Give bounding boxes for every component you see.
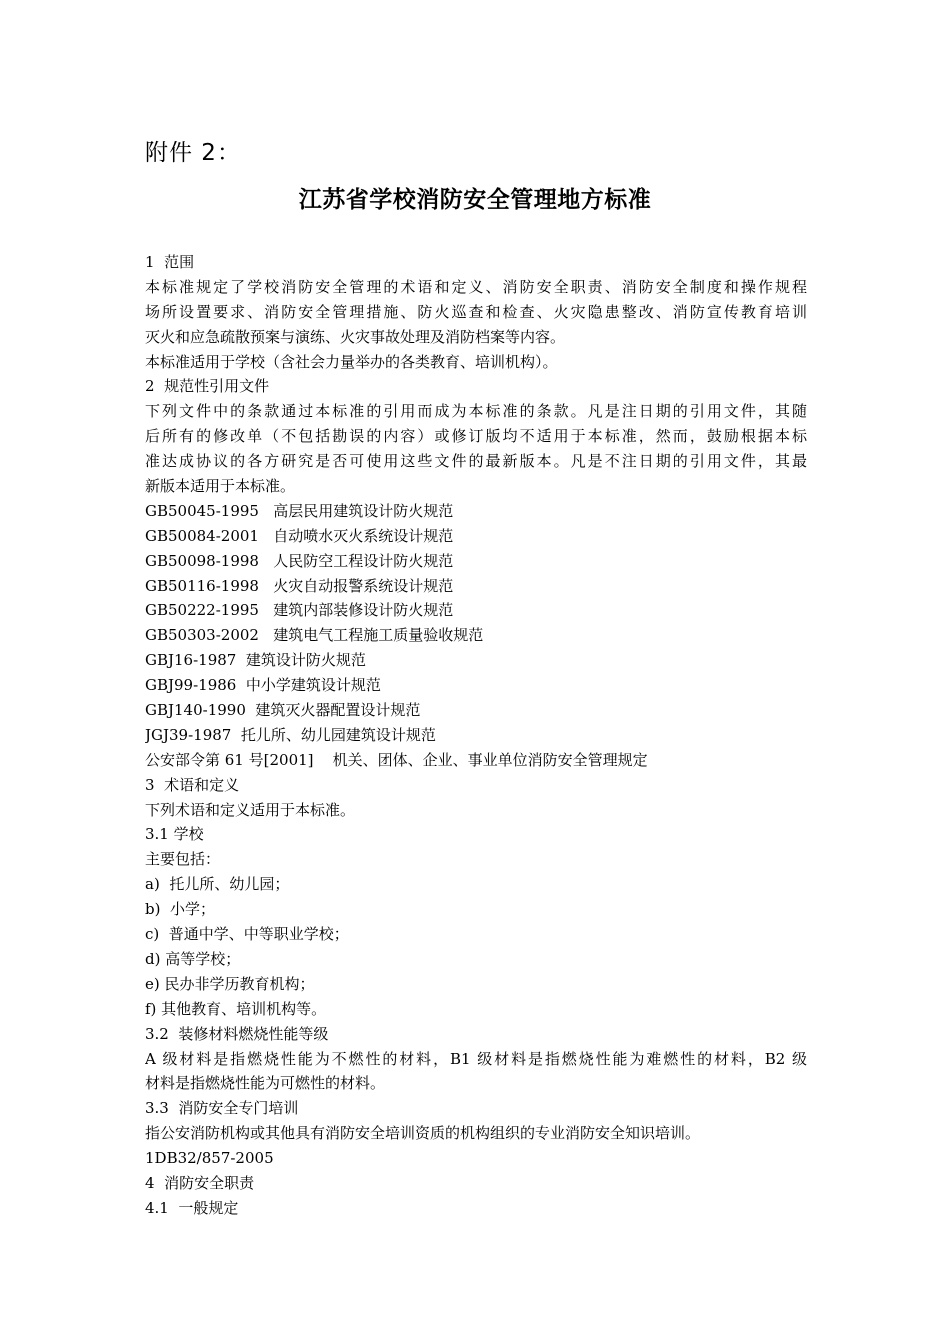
body-line: 3.3 消防安全专门培训 bbox=[145, 1099, 299, 1118]
body-line: 公安部令第 61 号[2001] 机关、团体、企业、事业单位消防安全管理规定 bbox=[145, 750, 648, 769]
body-line: GB50222-1995 建筑内部装修设计防火规范 bbox=[145, 601, 454, 620]
body-line: GB50303-2002 建筑电气工程施工质量验收规范 bbox=[145, 626, 484, 645]
body-line: 场所设置要求、消防安全管理措施、防火巡查和检查、火灾隐患整改、消防宣传教育培训 bbox=[145, 302, 807, 321]
body-line: 2 规范性引用文件 bbox=[145, 377, 270, 396]
body-line: 材料是指燃烧性能为可燃性的材料。 bbox=[145, 1074, 386, 1093]
body-line: GB50045-1995 高层民用建筑设计防火规范 bbox=[145, 501, 454, 520]
body-line: 下列文件中的条款通过本标准的引用而成为本标准的条款。凡是注日期的引用文件，其随 bbox=[145, 402, 807, 421]
body-line: 本标准规定了学校消防安全管理的术语和定义、消防安全职责、消防安全制度和操作规程 bbox=[145, 277, 807, 296]
body-line: JGJ39-1987 托儿所、幼儿园建筑设计规范 bbox=[145, 725, 436, 744]
body-line: GB50098-1998 人民防空工程设计防火规范 bbox=[145, 551, 454, 570]
body-line: b) 小学； bbox=[145, 900, 215, 919]
body-line: d) 高等学校； bbox=[145, 949, 241, 968]
document-title: 江苏省学校消防安全管理地方标准 bbox=[298, 187, 652, 213]
body-line: 3.2 装修材料燃烧性能等级 bbox=[145, 1024, 329, 1043]
body-line: GBJ16-1987 建筑设计防火规范 bbox=[145, 651, 366, 670]
body-line: e) 民办非学历教育机构； bbox=[145, 974, 315, 993]
body-line: 4.1 一般规定 bbox=[145, 1198, 239, 1217]
body-line: GBJ99-1986 中小学建筑设计规范 bbox=[145, 676, 381, 695]
body-line: 4 消防安全职责 bbox=[145, 1173, 255, 1192]
body-line: 主要包括： bbox=[145, 850, 221, 869]
body-line: 1 范围 bbox=[145, 253, 195, 271]
body-line: f) 其他教育、培训机构等。 bbox=[145, 999, 327, 1018]
body-line: 3.1 学校 bbox=[145, 825, 204, 844]
body-line: 指公安消防机构或其他具有消防安全培训资质的机构组织的专业消防安全知识培训。 bbox=[145, 1124, 701, 1143]
body-line: a) 托儿所、幼儿园； bbox=[145, 875, 290, 894]
document-body bbox=[145, 250, 807, 1221]
body-line: 灭火和应急疏散预案与演练、火灾事故处理及消防档案等内容。 bbox=[145, 327, 566, 346]
body-line: 准达成协议的各方研究是否可使用这些文件的最新版本。凡是不注日期的引用文件，其最 bbox=[145, 452, 807, 471]
body-line: 后所有的修改单（不包括勘误的内容）或修订版均不适用于本标准，然而，鼓励根据本标 bbox=[145, 427, 807, 446]
body-line: 本标准适用于学校（含社会力量举办的各类教育、培训机构）。 bbox=[145, 352, 558, 371]
attachment-label: 附件 2： bbox=[145, 140, 241, 166]
body-line: GB50116-1998 火灾自动报警系统设计规范 bbox=[145, 576, 454, 595]
body-line: GB50084-2001 自动喷水灭火系统设计规范 bbox=[145, 526, 454, 545]
body-line: 1DB32/857-2005 bbox=[145, 1149, 274, 1168]
body-line: c) 普通中学、中等职业学校； bbox=[145, 925, 349, 944]
body-line: A 级材料是指燃烧性能为不燃性的材料，B1 级材料是指燃烧性能为难燃性的材料，B2 级 bbox=[145, 1049, 807, 1068]
body-line: 3 术语和定义 bbox=[145, 775, 240, 794]
body-line: GBJ140-1990 建筑灭火器配置设计规范 bbox=[145, 701, 421, 720]
body-line: 新版本适用于本标准。 bbox=[145, 477, 296, 496]
body-line: 下列术语和定义适用于本标准。 bbox=[145, 800, 356, 819]
